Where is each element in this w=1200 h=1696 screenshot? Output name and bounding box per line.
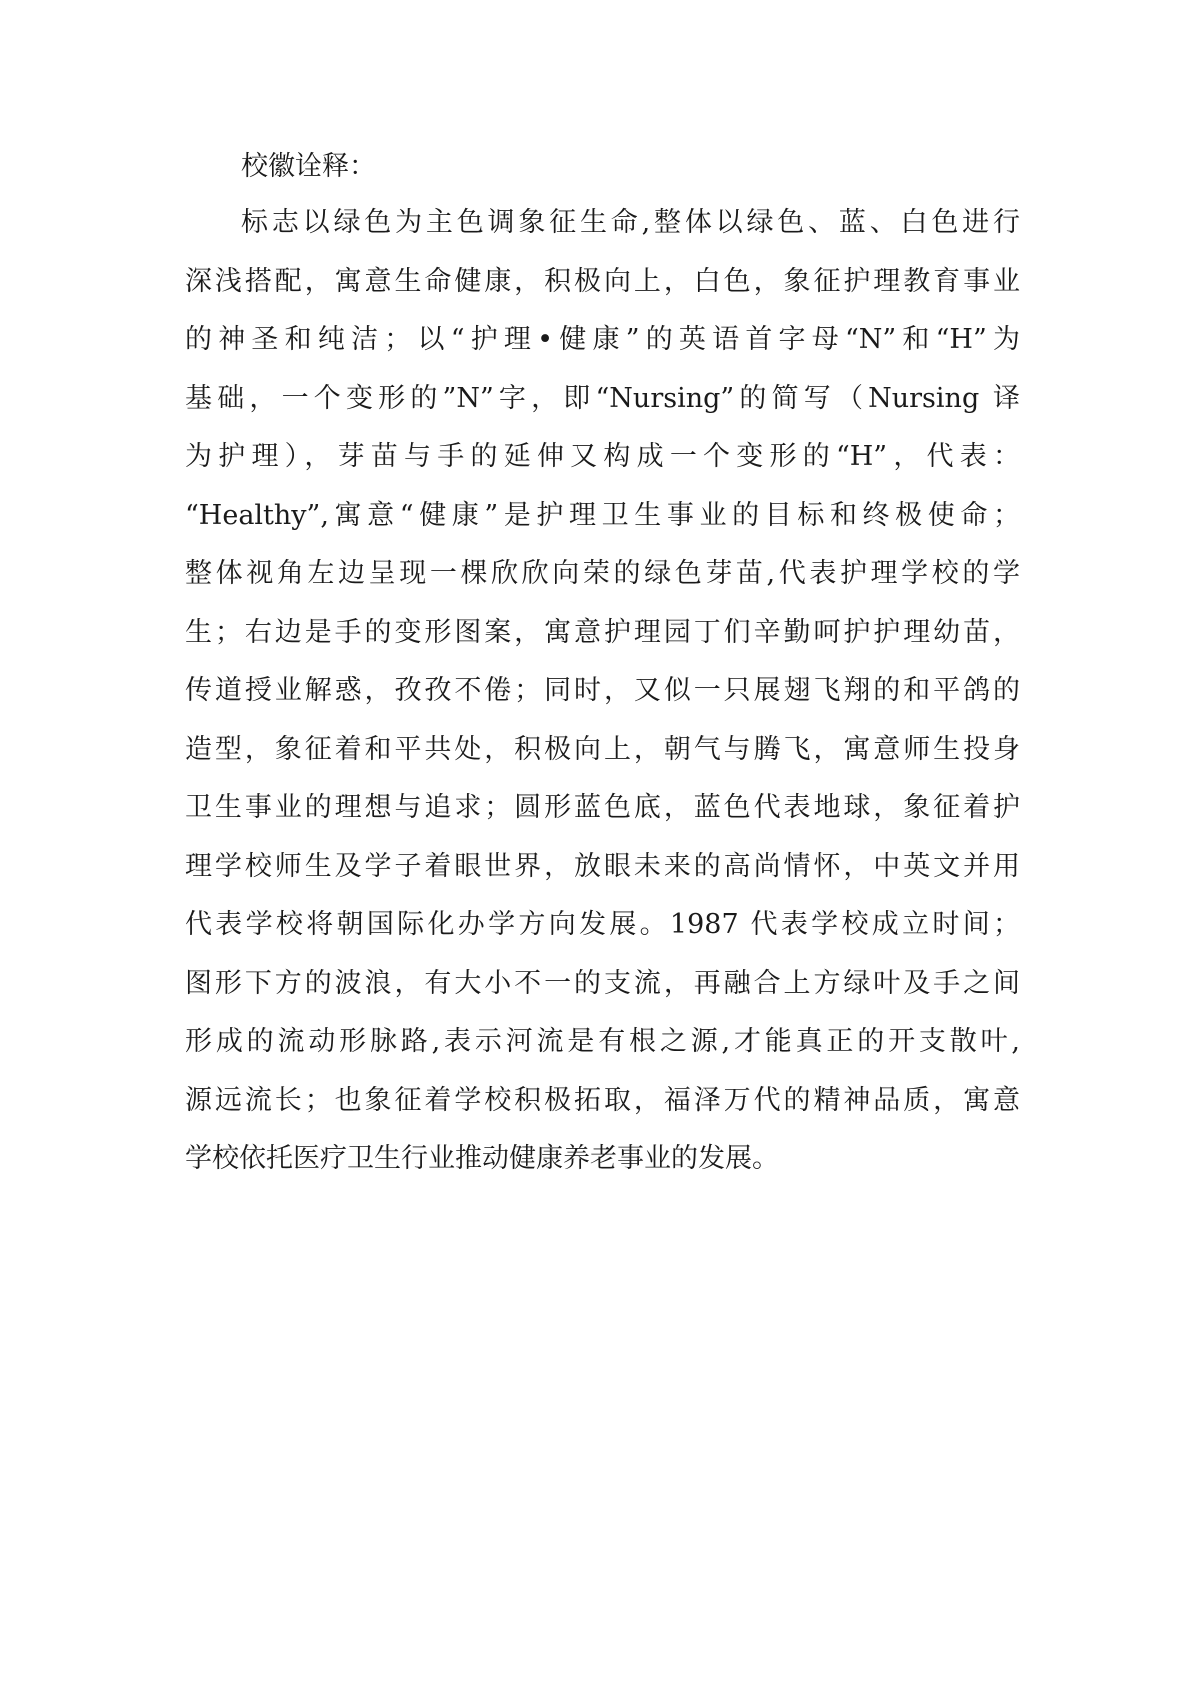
paragraph [185,194,1020,1189]
paragraph-line: 源远流长；也象征着学校积极拓取，福泽万代的精神品质，寓意 [185,1084,1020,1116]
paragraph-line: 基础，一个变形的”N”字，即“Nursing”的简写（Nursing 译 [185,382,1020,414]
paragraph-line: 标志以绿色为主色调象征生命,整体以绿色、蓝、白色进行 [241,207,1020,238]
paragraph-line: 传道授业解惑，孜孜不倦；同时，又似一只展翅飞翔的和平鸽的 [185,675,1020,706]
paragraph-line: 深浅搭配，寓意生命健康，积极向上，白色，象征护理教育事业 [185,265,1020,297]
paragraph-line: 的神圣和纯洁；以“护理•健康”的英语首字母“N”和“H”为 [185,324,1020,355]
document-body [185,140,1020,1189]
section-heading: 校徽诠释： [241,151,376,182]
paragraph-line: “Healthy”,寓意“健康”是护理卫生事业的目标和终极使命； [185,499,1020,531]
paragraph-line: 学校依托医疗卫生行业推动健康养老事业的发展。 [185,1143,779,1174]
paragraph-line: 卫生事业的理想与追求；圆形蓝色底，蓝色代表地球，象征着护 [185,792,1020,823]
paragraph-line: 理学校师生及学子着眼世界，放眼未来的高尚情怀，中英文并用 [185,850,1020,882]
paragraph-line: 图形下方的波浪，有大小不一的支流，再融合上方绿叶及手之间 [185,967,1020,999]
paragraph-line: 形成的流动形脉路,表示河流是有根之源,才能真正的开支散叶, [185,1026,1020,1057]
paragraph-line: 代表学校将朝国际化办学方向发展。1987 代表学校成立时间； [185,909,1020,940]
paragraph-line: 造型，象征着和平共处，积极向上，朝气与腾飞，寓意师生投身 [185,733,1020,765]
paragraph-line: 整体视角左边呈现一棵欣欣向荣的绿色芽苗,代表护理学校的学 [185,558,1020,589]
paragraph-line: 生；右边是手的变形图案，寓意护理园丁们辛勤呵护护理幼苗， [185,616,1020,648]
paragraph-line: 为护理），芽苗与手的延伸又构成一个变形的“H”，代表： [185,441,1020,472]
